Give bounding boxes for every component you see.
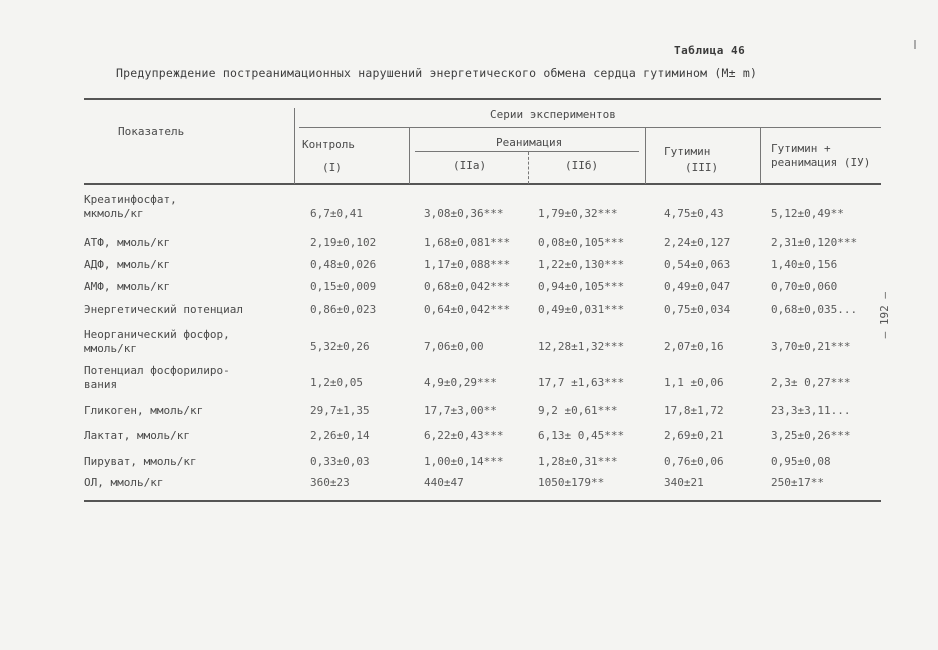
header-reanimation-a: (IIа) — [453, 159, 487, 172]
cell-reanimation-a: 0,68±0,042*** — [424, 280, 511, 293]
cell-gutimin-reanimation: 0,70±0,060 — [771, 280, 838, 293]
cell-gutimin: 0,76±0,06 — [664, 455, 724, 468]
series-rule — [299, 127, 881, 128]
cell-reanimation-b: 6,13± 0,45*** — [538, 429, 625, 442]
cell-reanimation-a: 7,06±0,00 — [424, 340, 484, 353]
row-indicator: Креатинфосфат, мкмоль/кг — [84, 193, 177, 220]
cell-gutimin: 0,49±0,047 — [664, 280, 731, 293]
cell-reanimation-a: 17,7±3,00** — [424, 404, 497, 417]
cell-reanimation-b: 1050±179** — [538, 476, 605, 489]
header-control: Контроль — [302, 138, 355, 151]
cell-reanimation-b: 1,28±0,31*** — [538, 455, 618, 468]
cell-gutimin: 1,1 ±0,06 — [664, 376, 724, 389]
cell-gutimin-reanimation: 0,95±0,08 — [771, 455, 831, 468]
row-indicator: Энергетический потенциал — [84, 303, 243, 316]
cell-reanimation-a: 4,9±0,29*** — [424, 376, 497, 389]
table-number: Таблица 46 — [674, 44, 746, 57]
cell-gutimin: 2,24±0,127 — [664, 236, 731, 249]
cell-control: 2,26±0,14 — [310, 429, 370, 442]
column-divider — [645, 128, 646, 184]
cell-control: 1,2±0,05 — [310, 376, 363, 389]
cell-gutimin-reanimation: 3,25±0,26*** — [771, 429, 851, 442]
header-gutimin-reanimation: Гутимин + — [771, 142, 831, 155]
cell-reanimation-a: 1,17±0,088*** — [424, 258, 511, 271]
header-gutimin-number: (III) — [685, 161, 719, 174]
cell-reanimation-a: 1,00±0,14*** — [424, 455, 504, 468]
header-reanimation: Реанимация — [496, 136, 563, 149]
reanimation-rule — [415, 151, 639, 152]
cell-gutimin: 340±21 — [664, 476, 704, 489]
cell-reanimation-b: 12,28±1,32*** — [538, 340, 625, 353]
cell-reanimation-b: 0,49±0,031*** — [538, 303, 625, 316]
cell-control: 0,33±0,03 — [310, 455, 370, 468]
cell-control: 0,15±0,009 — [310, 280, 377, 293]
cell-gutimin-reanimation: 3,70±0,21*** — [771, 340, 851, 353]
cell-control: 29,7±1,35 — [310, 404, 370, 417]
cell-control: 5,32±0,26 — [310, 340, 370, 353]
column-divider — [528, 152, 530, 184]
cell-gutimin: 4,75±0,43 — [664, 207, 724, 220]
header-bottom-rule — [84, 183, 881, 185]
cell-reanimation-b: 17,7 ±1,63*** — [538, 376, 625, 389]
column-divider — [294, 108, 295, 184]
cell-control: 360±23 — [310, 476, 350, 489]
cell-gutimin: 2,69±0,21 — [664, 429, 724, 442]
row-indicator: Пируват, ммоль/кг — [84, 455, 197, 468]
cell-gutimin-reanimation: 0,68±0,035... — [771, 303, 858, 316]
cell-gutimin-reanimation: 2,3± 0,27*** — [771, 376, 851, 389]
row-indicator: АТФ, ммоль/кг — [84, 236, 171, 249]
row-indicator: Потенциал фосфорилиро- вания — [84, 364, 230, 391]
cell-reanimation-a: 6,22±0,43*** — [424, 429, 504, 442]
cell-reanimation-a: 3,08±0,36*** — [424, 207, 504, 220]
cell-gutimin: 0,75±0,034 — [664, 303, 731, 316]
cell-control: 2,19±0,102 — [310, 236, 377, 249]
header-gutimin: Гутимин — [664, 145, 711, 158]
cell-gutimin-reanimation: 5,12±0,49** — [771, 207, 844, 220]
cell-control: 6,7±0,41 — [310, 207, 363, 220]
cell-reanimation-b: 9,2 ±0,61*** — [538, 404, 618, 417]
cell-gutimin-reanimation: 1,40±0,156 — [771, 258, 838, 271]
column-divider — [760, 128, 761, 184]
cell-gutimin: 17,8±1,72 — [664, 404, 724, 417]
cell-reanimation-a: 1,68±0,081*** — [424, 236, 511, 249]
header-series: Серии экспериментов — [490, 108, 616, 121]
header-gutimin-reanimation-2: реанимация (IУ) — [771, 156, 871, 169]
row-indicator: АМФ, ммоль/кг — [84, 280, 171, 293]
top-rule — [84, 98, 881, 100]
cell-gutimin-reanimation: 250±17** — [771, 476, 824, 489]
bottom-rule — [84, 500, 881, 502]
page-number: – 192 – — [878, 292, 891, 339]
cell-reanimation-b: 1,79±0,32*** — [538, 207, 618, 220]
row-indicator: Гликоген, ммоль/кг — [84, 404, 204, 417]
cell-reanimation-b: 0,94±0,105*** — [538, 280, 625, 293]
header-indicator: Показатель — [118, 125, 185, 138]
cell-gutimin-reanimation: 2,31±0,120*** — [771, 236, 858, 249]
row-indicator: ОЛ, ммоль/кг — [84, 476, 164, 489]
cell-gutimin: 0,54±0,063 — [664, 258, 731, 271]
cell-gutimin: 2,07±0,16 — [664, 340, 724, 353]
cell-reanimation-a: 0,64±0,042*** — [424, 303, 511, 316]
row-indicator: Неорганический фосфор, ммоль/кг — [84, 328, 230, 355]
row-indicator: Лактат, ммоль/кг — [84, 429, 190, 442]
header-control-number: (I) — [322, 161, 342, 174]
column-divider — [409, 128, 410, 184]
cell-reanimation-a: 440±47 — [424, 476, 464, 489]
cell-control: 0,86±0,023 — [310, 303, 377, 316]
scan-mark — [914, 40, 916, 49]
cell-gutimin-reanimation: 23,3±3,11... — [771, 404, 851, 417]
header-reanimation-b: (IIб) — [565, 159, 599, 172]
row-indicator: АДФ, ммоль/кг — [84, 258, 171, 271]
cell-control: 0,48±0,026 — [310, 258, 377, 271]
cell-reanimation-b: 0,08±0,105*** — [538, 236, 625, 249]
table-title: Предупреждение постреанимационных нарушений энергетического обмена сердца гутимином (M± m) — [116, 66, 758, 80]
cell-reanimation-b: 1,22±0,130*** — [538, 258, 625, 271]
